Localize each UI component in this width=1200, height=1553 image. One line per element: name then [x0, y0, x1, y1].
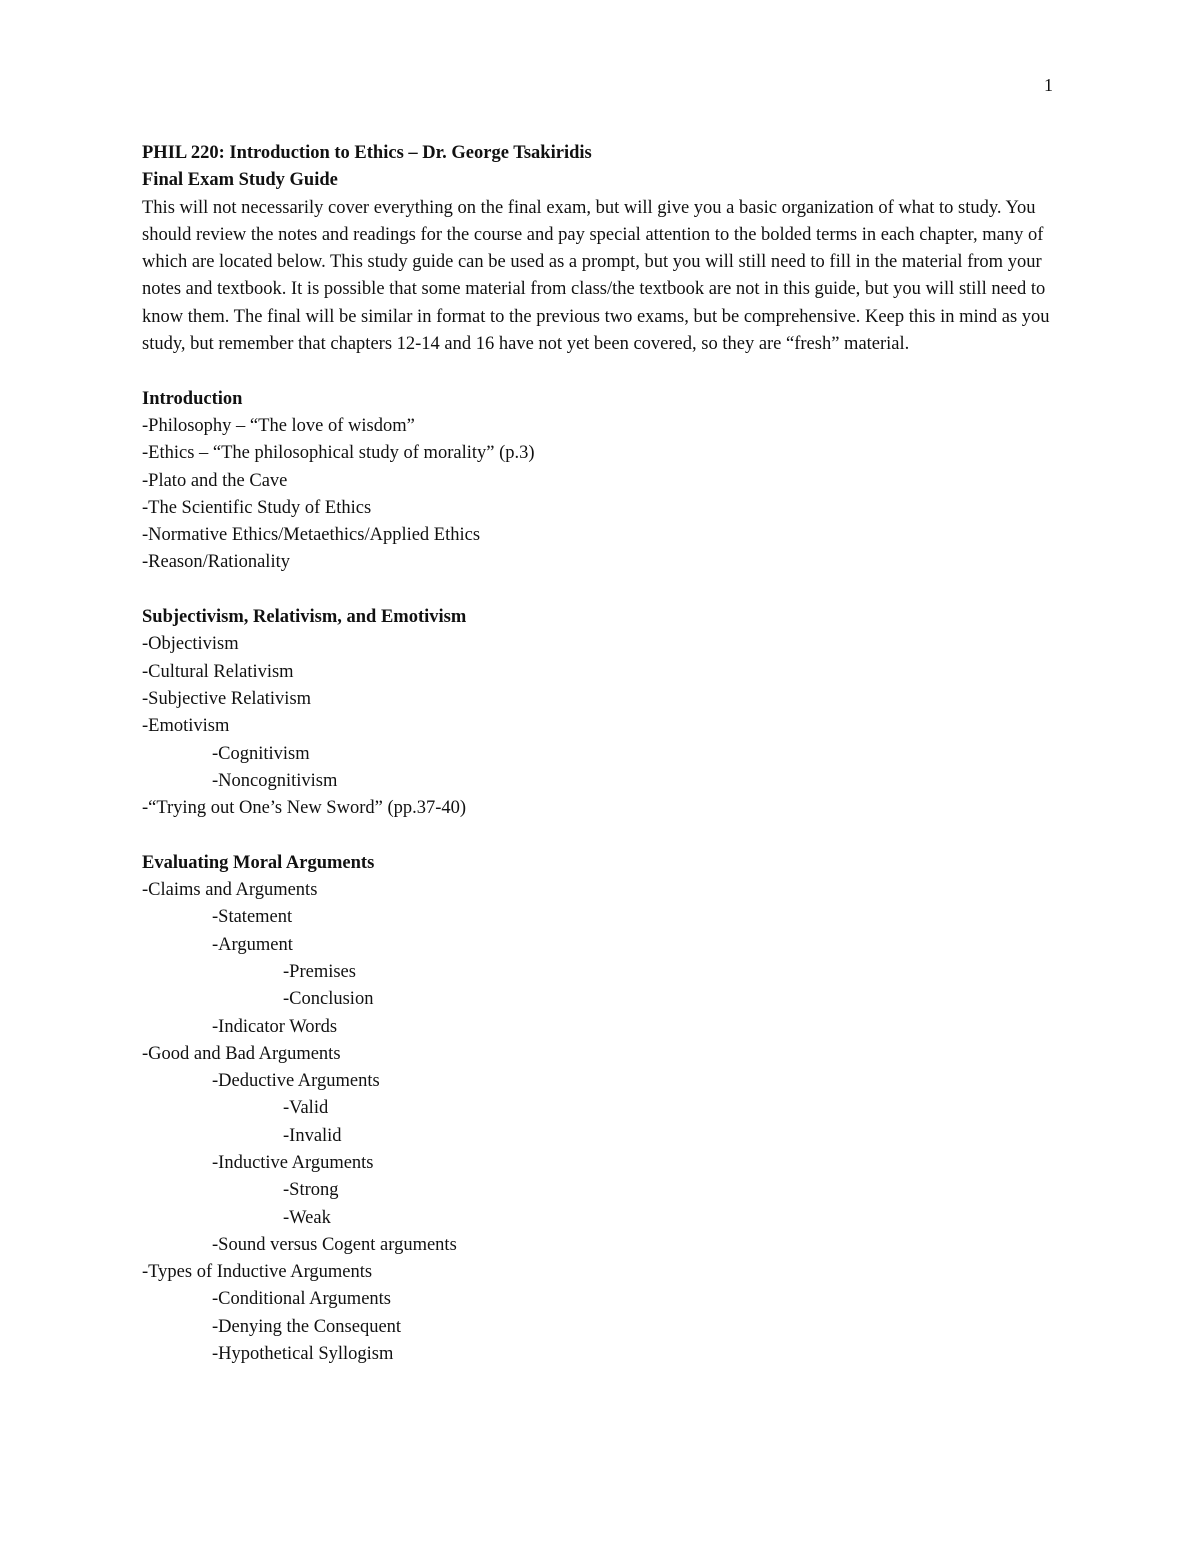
- outline-item: -Subjective Relativism: [142, 688, 312, 709]
- outline-item: -Plato and the Cave: [142, 470, 288, 491]
- outline-item: -Denying the Consequent: [212, 1316, 402, 1337]
- section-heading: Introduction: [142, 388, 243, 409]
- document-body: [142, 140, 1062, 1368]
- outline-item: -Normative Ethics/Metaethics/Applied Ethics: [142, 525, 481, 546]
- outline-item: -Indicator Words: [212, 1016, 338, 1037]
- outline-item: -Objectivism: [142, 634, 239, 655]
- outline-item: -Hypothetical Syllogism: [212, 1344, 394, 1365]
- document-subtitle: Final Exam Study Guide: [142, 170, 338, 191]
- outline-item: -Claims and Arguments: [142, 880, 318, 901]
- outline-item: -Ethics – “The philosophical study of morality” (p.3): [142, 443, 535, 464]
- outline-item: -The Scientific Study of Ethics: [142, 497, 372, 518]
- outline-item: -Noncognitivism: [212, 770, 338, 791]
- section-heading: Evaluating Moral Arguments: [142, 852, 375, 873]
- course-title: PHIL 220: Introduction to Ethics – Dr. George Tsakiridis: [142, 143, 592, 163]
- outline-item: -Types of Inductive Arguments: [142, 1262, 373, 1283]
- section: [142, 386, 1062, 577]
- outline-item: -Invalid: [283, 1125, 342, 1146]
- outline-item: -Philosophy – “The love of wisdom”: [142, 415, 415, 436]
- outline-item: -Conditional Arguments: [212, 1289, 392, 1310]
- outline-item: -Weak: [283, 1207, 331, 1228]
- outline-item: -Emotivism: [142, 716, 230, 737]
- outline-item: -Argument: [212, 934, 293, 955]
- section: [142, 604, 1062, 822]
- outline-item: -Inductive Arguments: [212, 1152, 374, 1173]
- outline-item: -Reason/Rationality: [142, 552, 290, 573]
- outline-item: -Sound versus Cogent arguments: [212, 1234, 457, 1255]
- outline-item: -Premises: [283, 961, 356, 982]
- page-number: 1: [1044, 75, 1053, 95]
- outline-item: -Cultural Relativism: [142, 661, 294, 682]
- section: [142, 850, 1062, 1369]
- outline-item: -“Trying out One’s New Sword” (pp.37-40): [142, 798, 467, 819]
- intro-paragraph: This will not necessarily cover everything on the final exam, but will give you a basic organization of what to study. You should review the notes and readings for the course and pay special attention to the bolded terms in each chapter, many of which are located below. This study guide can be used as a prompt, but you will still need to fill in the material from your notes and textbook. It is possible that some material from class/the textbook are not in this guide, but you will still need to know them. The final will be similar in format to the previous two exams, but be comprehensive. Keep this in mind as you study, but remember that chapters 12-14 and 16 have not yet been covered, so they are “fresh” material.: [142, 197, 1050, 355]
- outline-item: -Statement: [212, 907, 293, 928]
- outline-item: -Deductive Arguments: [212, 1071, 380, 1092]
- section-heading: Subjectivism, Relativism, and Emotivism: [142, 607, 467, 628]
- outline-item: -Cognitivism: [212, 743, 310, 764]
- outline-item: -Conclusion: [283, 989, 374, 1010]
- outline-item: -Strong: [283, 1180, 339, 1201]
- sections-container: [142, 386, 1062, 1369]
- outline-item: -Valid: [283, 1098, 329, 1119]
- outline-item: -Good and Bad Arguments: [142, 1043, 341, 1064]
